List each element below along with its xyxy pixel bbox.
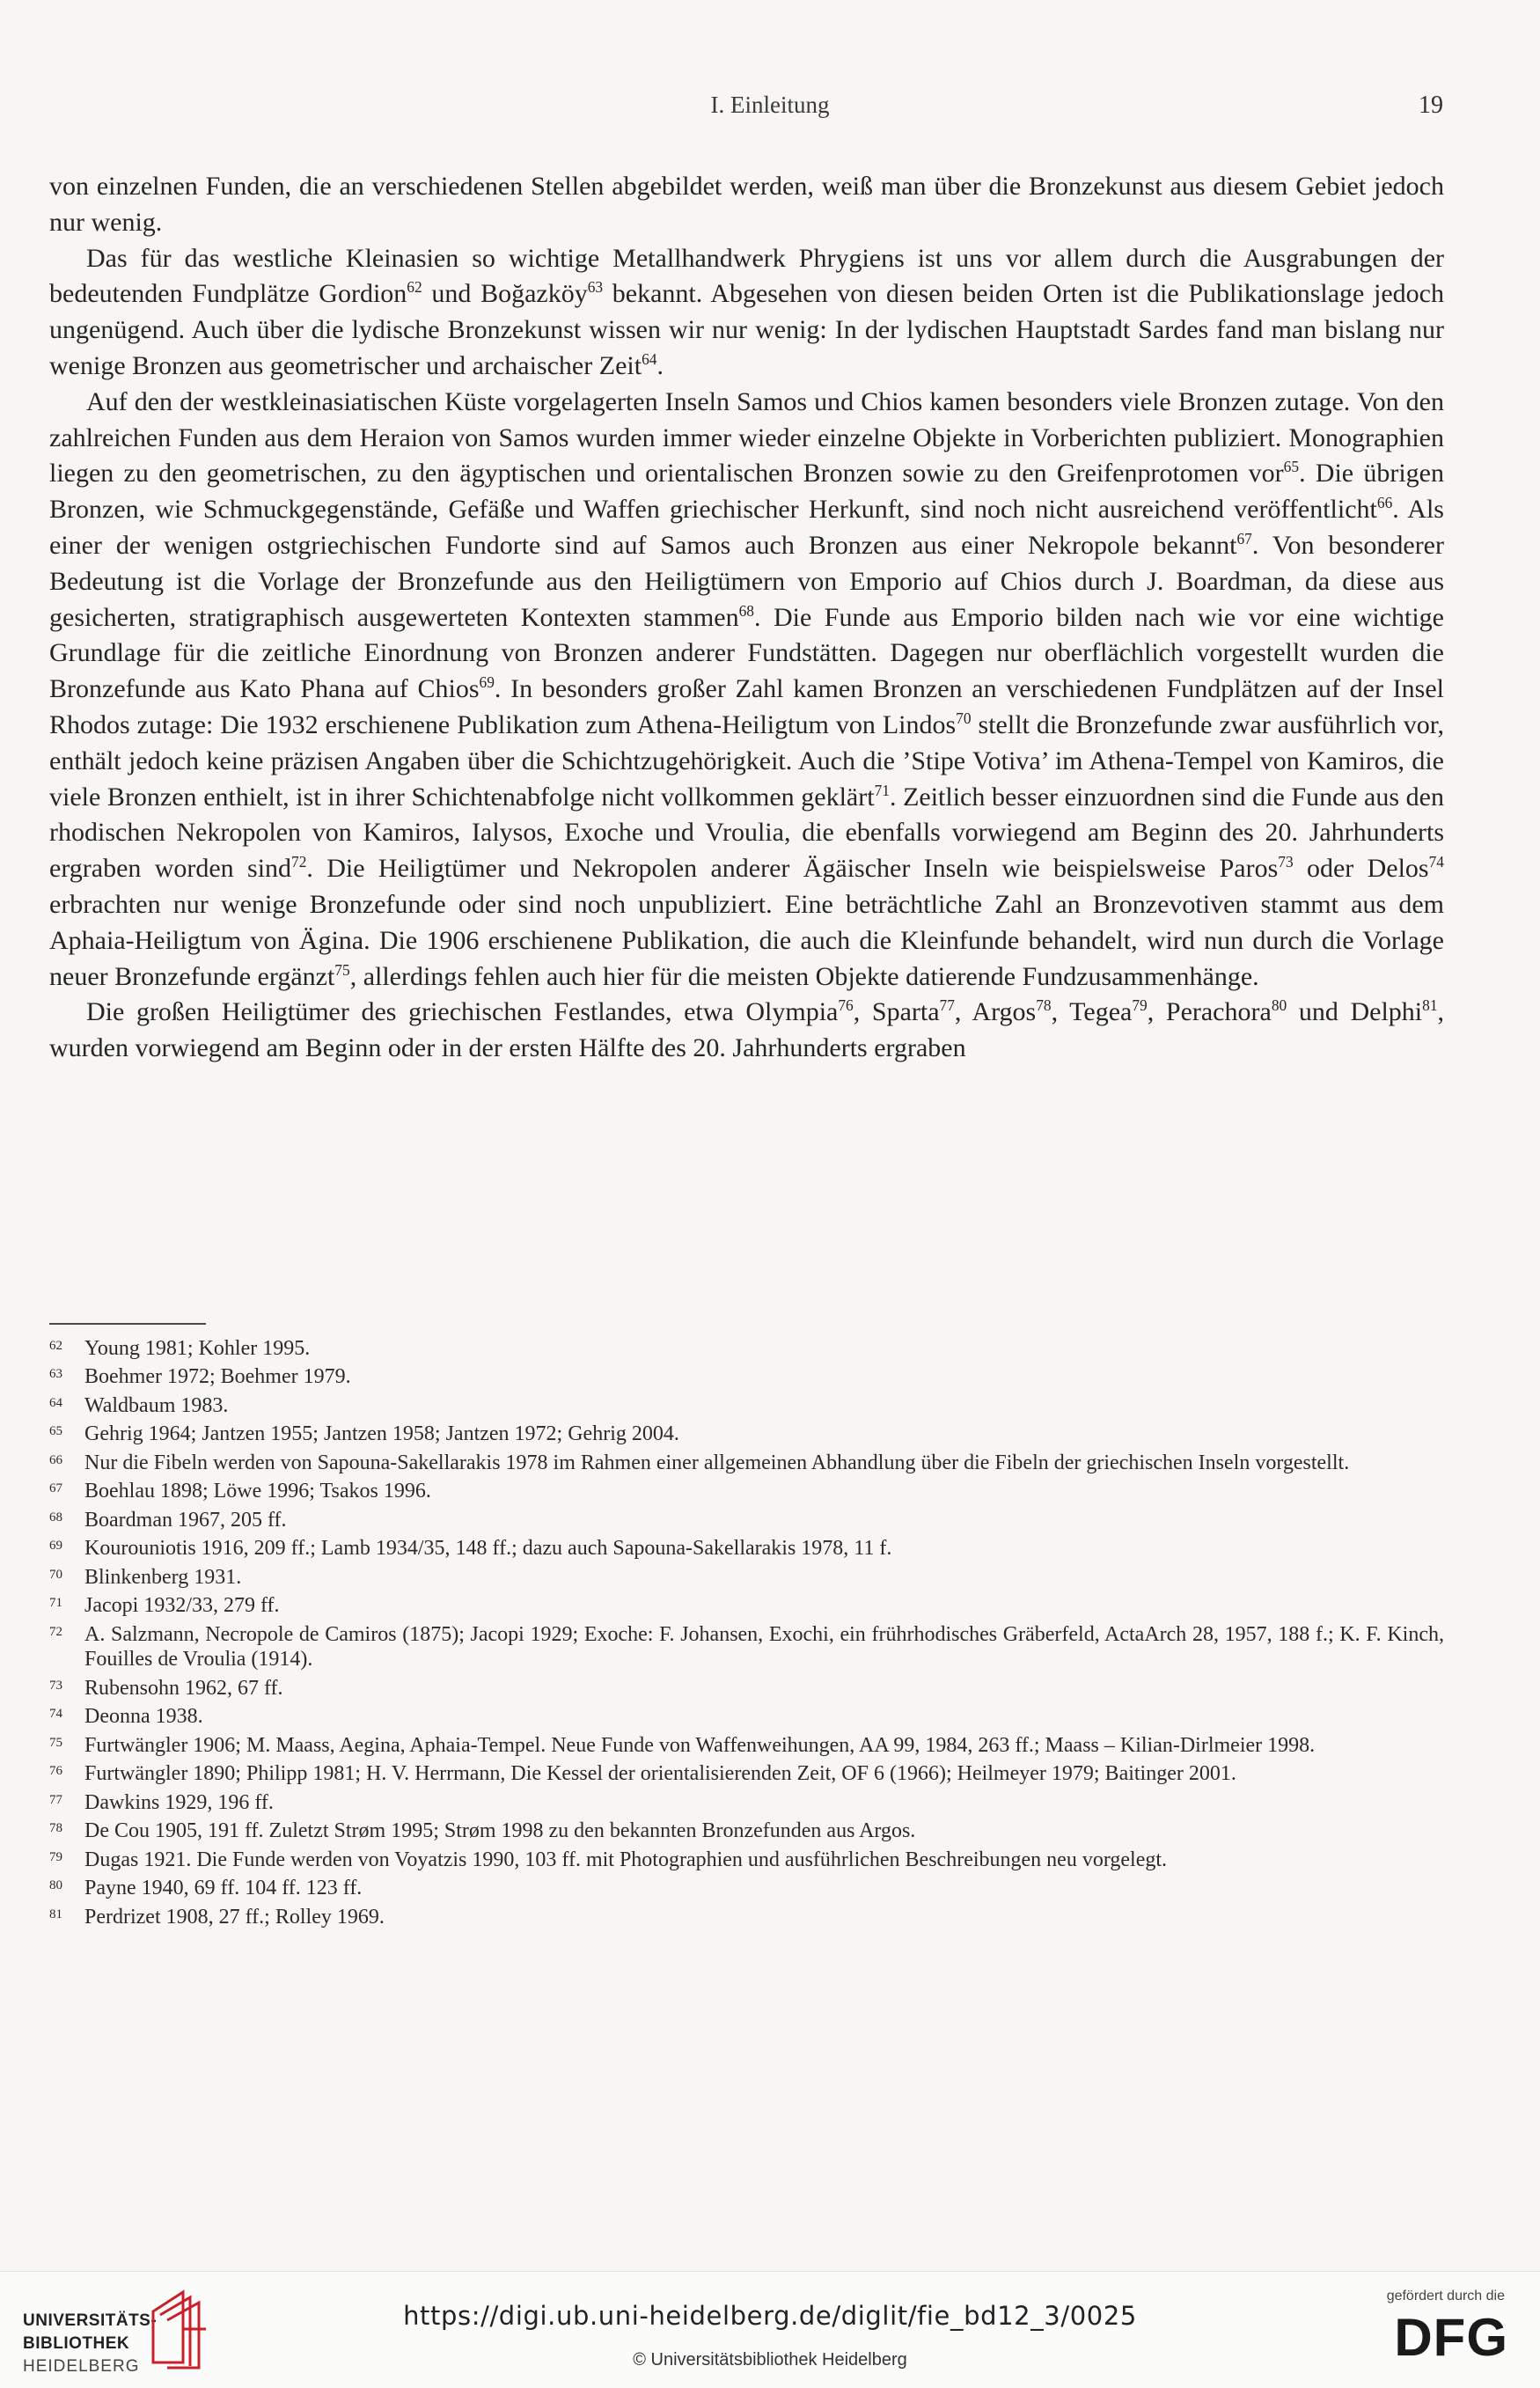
footnote-text: De Cou 1905, 191 ff. Zuletzt Strøm 1995; Strøm 1998 zu den bekannten Bronzefunden aus Argos. — [84, 1819, 916, 1843]
footnote-reference: 78 — [1036, 996, 1052, 1015]
footnote-text: Jacopi 1932/33, 279 ff. — [84, 1594, 280, 1618]
text-run: , Perachora — [1147, 997, 1272, 1027]
footnote-number: 65 — [49, 1424, 62, 1439]
text-run: . Von besonderer Bedeutung ist die Vorlage der Bronzefunde aus den Heiligtümern von Emporio auf Chios durch J. Boardman, da diese aus gesicherten, stratigraphisch ausgewerteten Kontexten stammen — [49, 530, 1444, 632]
text-run: oder Delos — [1293, 854, 1429, 884]
library-name-line3: HEIDELBERG — [23, 2357, 140, 2376]
text-run: , wurden vorwiegend am Beginn oder in der ersten Hälfte des 20. Jahrhunderts ergraben — [49, 997, 1445, 1063]
dfg-logo: DFG — [1394, 2308, 1508, 2367]
footnote-number: 76 — [49, 1764, 62, 1779]
text-run: . — [656, 350, 664, 380]
text-run: . Die Funde aus Emporio bilden nach wie vor eine wichtige Grundlage für die zeitliche Einordnung von Bronzen anderer Fundstätten. Dagegen nur oberflächlich vorgestellt wurden die Bronzefunde aus Kato Phana auf Chios — [49, 602, 1444, 704]
footnote-text: Deonna 1938. — [84, 1705, 203, 1729]
footnote-reference: 65 — [1283, 458, 1300, 476]
footnote-text: Boardman 1967, 205 ff. — [84, 1508, 287, 1532]
footnote-reference: 77 — [939, 996, 955, 1015]
funding-caption: gefördert durch die — [1386, 2289, 1505, 2304]
footnote-reference: 63 — [587, 278, 604, 297]
footnote — [49, 1508, 1444, 1533]
text-run: bekannt. Abgesehen von diesen beiden Orten ist die Publikationslage jedoch ungenügend. Auch über die lydische Bronzekunst wissen wir nur wenig: In der lydischen Hauptstadt Sardes fand man bislang nur wenige Bronzen aus geometrischer und archaischer Zeit — [49, 279, 1444, 380]
footnote — [49, 1761, 1444, 1787]
footnote — [49, 1565, 1444, 1591]
footnote-reference: 62 — [407, 278, 422, 297]
footnote-reference: 71 — [874, 781, 890, 799]
footnote-number: 75 — [49, 1735, 62, 1750]
footnote-number: 78 — [49, 1821, 62, 1836]
footnote-reference: 74 — [1428, 853, 1444, 871]
footnote — [49, 1676, 1444, 1701]
footnote-text: A. Salzmann, Necropole de Camiros (1875); Jacopi 1929; Exoche: F. Johansen, Exochi, ein frührhodisches Gräberfeld, ActaArch 28, 1957, 188 f.; K. F. Kinch, Fouilles de Vroulia (1914). — [84, 1622, 1444, 1672]
footnote-reference: 64 — [642, 350, 657, 369]
text-run: . Die übrigen Bronzen, wie Schmuckgegenstände, Gefäße und Waffen griechischer Herkunft, sind noch nicht ausreichend veröffentlicht — [49, 459, 1444, 525]
running-head — [0, 92, 1540, 127]
footnote-reference: 69 — [479, 673, 495, 692]
page-number: 19 — [1419, 92, 1443, 119]
body-paragraph — [49, 385, 1444, 996]
text-run: von einzelnen Funden, die an verschiedenen Stellen abgebildet werden, weiß man über die Bronzekunst aus diesem Gebiet jedoch nur wenig. — [49, 172, 1444, 237]
text-run: , Tegea — [1051, 997, 1133, 1027]
running-title: I. Einleitung — [710, 92, 830, 118]
footnote — [49, 1393, 1444, 1419]
footnote-text: Perdrizet 1908, 27 ff.; Rolley 1969. — [84, 1905, 385, 1929]
footnote — [49, 1336, 1444, 1362]
text-run: . Zeitlich besser einzuordnen sind die Funde aus den rhodischen Nekropolen von Kamiros, Ialysos, Exoche und Vroulia, die ebenfalls vorwiegend am Beginn des 20. Jahrhunderts ergraben worden sind — [49, 782, 1444, 884]
footnote-reference: 79 — [1132, 996, 1148, 1015]
text-run: stellt die Bronzefunde zwar ausführlich vor, enthält jedoch keine präzisen Angaben über die Schichtzugehörigkeit. Auch die ’Stipe Votiva’ im Athena-Tempel von Kamiros, die viele Bronzen enthielt, ist in ihrer Schichtenabfolge nicht vollkommen geklärt — [49, 709, 1445, 812]
footnote-text: Boehlau 1898; Löwe 1996; Tsakos 1996. — [84, 1480, 431, 1503]
footnote — [49, 1593, 1444, 1619]
footnote-number: 62 — [49, 1339, 62, 1353]
footnote-number: 72 — [49, 1624, 62, 1639]
text-run: Die großen Heiligtümer des griechischen Festlandes, etwa Olympia — [86, 997, 839, 1027]
footnote-text: Young 1981; Kohler 1995. — [84, 1337, 311, 1360]
footnote — [49, 1364, 1444, 1390]
footnote — [49, 1704, 1444, 1730]
text-run: und Boğazköy — [422, 279, 588, 309]
footnote-number: 73 — [49, 1678, 62, 1693]
footnote-reference: 80 — [1271, 996, 1287, 1015]
footnote — [49, 1733, 1444, 1759]
text-run: Das für das westliche Kleinasien so wichtige Metallhandwerk Phrygiens ist uns vor allem durch die Ausgrabungen der bedeutenden Fundplätze Gordion — [49, 243, 1444, 309]
library-name-line1: UNIVERSITÄTS- — [23, 2311, 158, 2330]
footnote — [49, 1876, 1444, 1901]
footnote-reference: 66 — [1376, 494, 1393, 512]
footnote-text: Waldbaum 1983. — [84, 1393, 229, 1417]
text-run: , allerdings fehlen auch hier für die meisten Objekte datierende Fundzusammenhänge. — [349, 961, 1259, 991]
footnote-number: 79 — [49, 1849, 62, 1864]
text-run: , Argos — [954, 997, 1037, 1027]
footnote-reference: 68 — [738, 601, 754, 620]
footnote-number: 63 — [49, 1367, 62, 1382]
footnote-reference: 67 — [1236, 530, 1252, 548]
footnote-text: Rubensohn 1962, 67 ff. — [84, 1676, 283, 1700]
text-run: . Als einer der wenigen ostgriechischen Fundorte sind auf Samos auch Bronzen aus einer Nekropole bekannt — [49, 495, 1444, 560]
footnote-text: Boehmer 1972; Boehmer 1979. — [84, 1365, 351, 1389]
footnote-text: Dawkins 1929, 196 ff. — [84, 1790, 274, 1814]
footnote-number: 71 — [49, 1596, 62, 1611]
footnote-reference: 76 — [838, 996, 854, 1015]
footnote-text: Dugas 1921. Die Funde werden von Voyatzis 1990, 103 ff. mit Photographien und ausführlichen Beschreibungen neu vorgelegt. — [84, 1848, 1168, 1871]
text-run: . In besonders großer Zahl kamen Bronzen an verschiedenen Fundplätzen auf der Insel Rhodos zutage: Die 1932 erschienene Publikation zum Athena-Heiligtum von Lindos — [49, 674, 1444, 739]
footnote-number: 68 — [49, 1510, 62, 1525]
body-paragraph — [49, 169, 1444, 241]
footnote-reference: 81 — [1422, 996, 1438, 1015]
text-run: . Die Heiligtümer und Nekropolen anderer Ägäischer Inseln wie beispielsweise Paros — [306, 854, 1279, 884]
footnote-number: 80 — [49, 1878, 62, 1893]
footnote — [49, 1848, 1444, 1873]
footnote-text: Kourouniotis 1916, 209 ff.; Lamb 1934/35, 148 ff.; dazu auch Sapouna-Sakellarakis 1978, 11 f. — [84, 1537, 892, 1561]
footnote-number: 64 — [49, 1395, 62, 1410]
footnote-number: 66 — [49, 1452, 62, 1467]
footnote-divider — [49, 1323, 206, 1325]
text-run: Auf den der westkleinasiatischen Küste vorgelagerten Inseln Samos und Chios kamen besonders viele Bronzen zutage. Von den zahlreichen Funden aus dem Heraion von Samos wurden immer wieder einzelne Objekte in Vorberichten publiziert. Monographien liegen zu den geometrischen, zu den ägyptischen und orientalischen Bronzen sowie zu den Greifenprotomen vor — [49, 386, 1444, 489]
footnote-text: Nur die Fibeln werden von Sapouna-Sakellarakis 1978 im Rahmen einer allgemeinen Abhandlung über die Fibeln der griechischen Inseln vorgestellt. — [84, 1451, 1350, 1474]
footnote-reference: 70 — [956, 709, 972, 728]
footnote — [49, 1422, 1444, 1447]
footnote-reference: 75 — [334, 960, 350, 979]
text-run: und Delphi — [1287, 997, 1423, 1027]
footnote-number: 77 — [49, 1792, 62, 1807]
body-text — [49, 169, 1444, 1067]
text-run: , Sparta — [853, 997, 940, 1027]
library-name-line2: BIBLIOTHEK — [23, 2334, 130, 2353]
footnote-reference: 73 — [1278, 853, 1294, 871]
footnote-text: Blinkenberg 1931. — [84, 1565, 242, 1589]
footnote-number: 69 — [49, 1539, 62, 1554]
footnote-text: Furtwängler 1890; Philipp 1981; H. V. Herrmann, Die Kessel der orientalisierenden Zeit, OF 6 (1966); Heilmeyer 1979; Baitinger 2001. — [84, 1762, 1236, 1786]
footnote — [49, 1905, 1444, 1930]
footnotes — [49, 1336, 1444, 1933]
footnote-text: Gehrig 1964; Jantzen 1955; Jantzen 1958; Jantzen 1972; Gehrig 2004. — [84, 1422, 679, 1446]
footnote-text: Furtwängler 1906; M. Maass, Aegina, Aphaia-Tempel. Neue Funde von Waffenweihungen, AA 99, 1984, 263 ff.; Maass – Kilian-Dirlmeier 1998. — [84, 1733, 1316, 1757]
footnote-reference: 72 — [291, 853, 307, 871]
footnote — [49, 1536, 1444, 1561]
footnote-number: 81 — [49, 1907, 62, 1921]
footnote — [49, 1451, 1444, 1476]
copyright-notice: © Universitätsbibliothek Heidelberg — [633, 2350, 907, 2370]
footnote — [49, 1479, 1444, 1504]
footnote-number: 70 — [49, 1567, 62, 1582]
footnote-number: 67 — [49, 1481, 62, 1496]
footnote-text: Payne 1940, 69 ff. 104 ff. 123 ff. — [84, 1877, 363, 1900]
footnote — [49, 1819, 1444, 1844]
body-paragraph — [49, 995, 1444, 1067]
footnote — [49, 1790, 1444, 1816]
text-run: erbrachten nur wenige Bronzefunde oder sind noch unpubliziert. Eine beträchtliche Zahl an Bronzevotiven stammt aus dem Aphaia-Heiligtum von Ägina. Die 1906 erschienene Publikation, die auch die Kleinfunde behandelt, wird nun durch die Vorlage neuer Bronzefunde ergänzt — [49, 889, 1444, 991]
body-paragraph — [49, 241, 1444, 385]
footnote-number: 74 — [49, 1707, 62, 1722]
footnote — [49, 1622, 1444, 1672]
permalink-url[interactable]: https://digi.ub.uni-heidelberg.de/diglit/fie_bd12_3/0025 — [403, 2301, 1137, 2331]
